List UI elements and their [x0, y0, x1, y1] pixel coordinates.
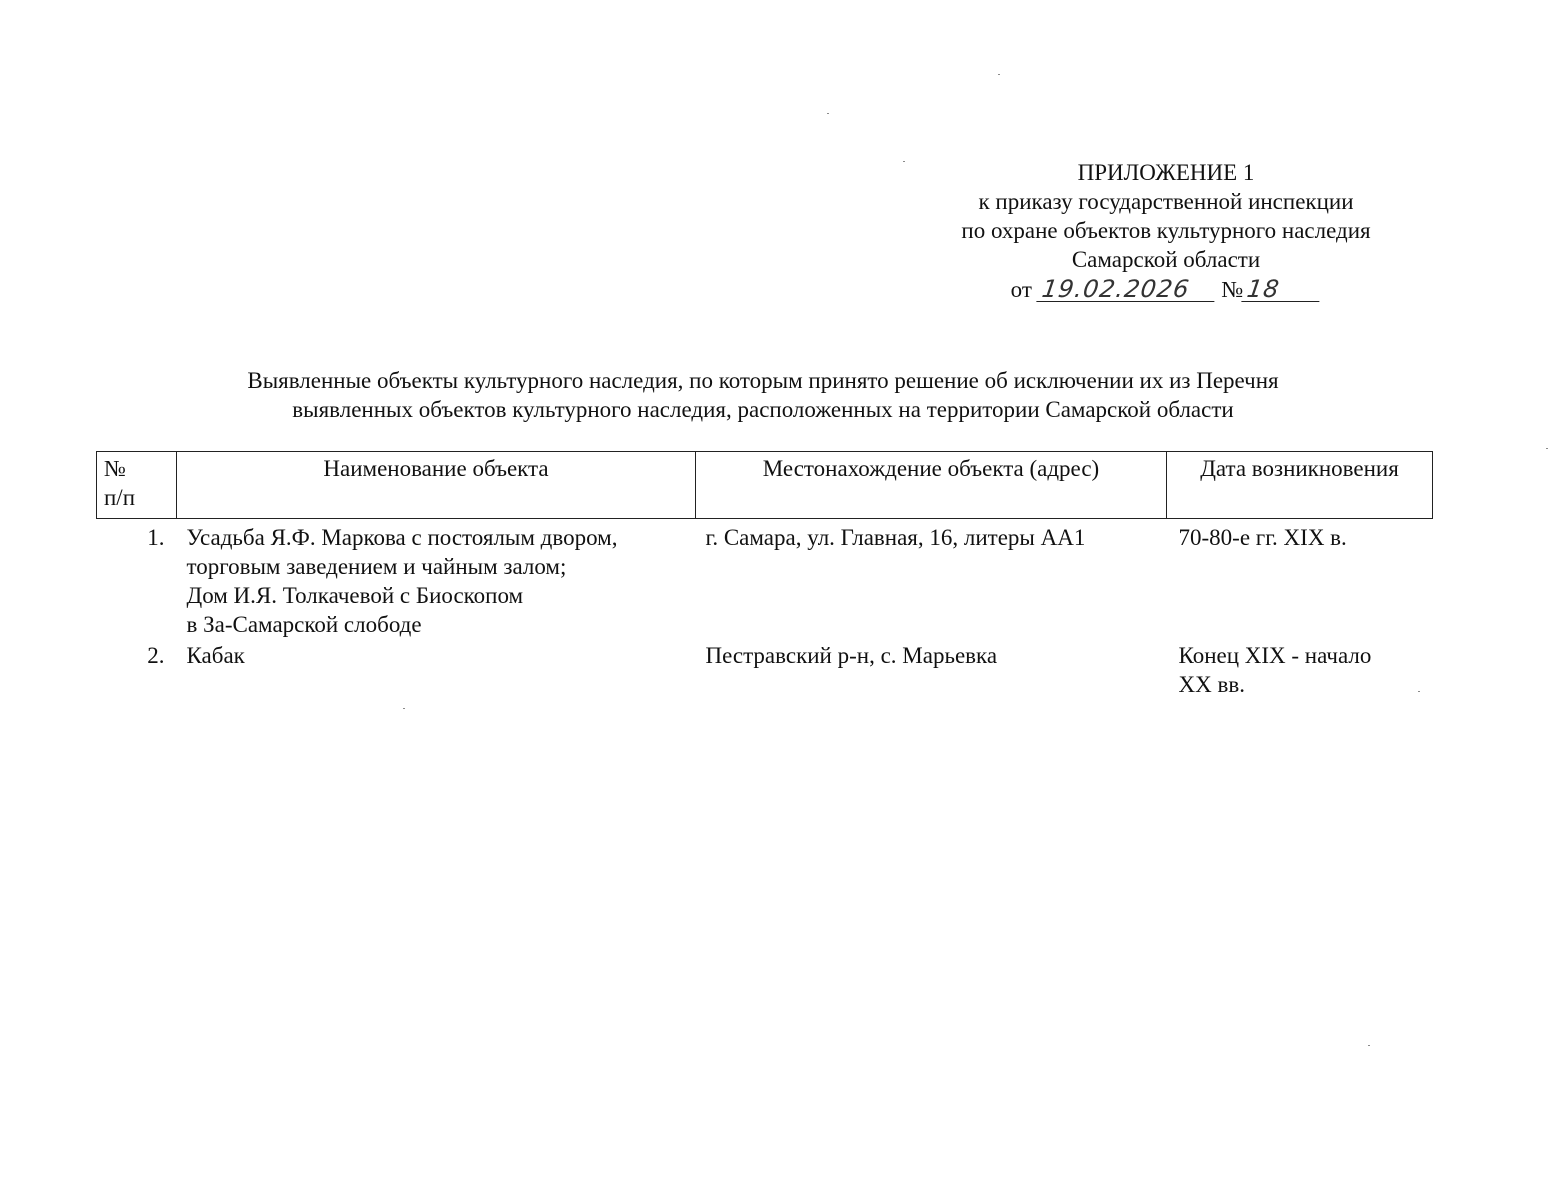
scan-speck — [1418, 691, 1420, 692]
header-date: Дата возникновения — [1167, 452, 1433, 519]
object-date — [1167, 639, 1433, 699]
row-number: 2. — [147, 643, 165, 668]
scan-speck — [998, 74, 1000, 75]
object-address: Пестравский р-н, с. Марьевка — [705, 643, 998, 668]
table-header-row — [97, 452, 1433, 519]
scan-speck — [403, 708, 405, 709]
scan-speck — [827, 113, 829, 114]
table-row — [97, 639, 1433, 699]
row-number: 1. — [147, 525, 165, 550]
scan-speck — [1368, 1045, 1370, 1046]
object-name-line: в За-Самарской слободе — [186, 612, 422, 637]
header-name: Наименование объекта — [177, 452, 696, 519]
order-date-number-line — [900, 275, 1432, 304]
object-name-line: торговым заведением и чайным залом; — [186, 554, 567, 579]
appendix-line-2: по охране объектов культурного наследия — [961, 218, 1371, 243]
handwritten-date: 19.02.2026 — [1036, 278, 1217, 302]
object-date — [1167, 519, 1433, 640]
document-title-line-2: выявленных объектов культурного наследия, расположенных на территории Самарской области — [292, 397, 1234, 422]
scan-speck — [903, 161, 905, 162]
scan-speck — [1546, 448, 1548, 449]
object-date-line: XX вв. — [1178, 672, 1245, 697]
object-name-line: Усадьба Я.Ф. Маркова с постоялым двором, — [186, 525, 618, 550]
header-number-line-2: п/п — [104, 485, 136, 510]
date-prefix: от — [1010, 277, 1032, 302]
appendix-line-1: к приказу государственной инспекции — [978, 189, 1354, 214]
handwritten-number: 18 — [1242, 278, 1323, 302]
header-number-line-1: № — [104, 456, 126, 481]
object-date-line: Конец XIX - начало — [1178, 643, 1372, 668]
header-address: Местонахождение объекта (адрес) — [696, 452, 1167, 519]
object-name-line: Дом И.Я. Толкачевой с Биоскопом — [186, 583, 524, 608]
object-date-line: 70-80-е гг. XIX в. — [1178, 525, 1347, 550]
appendix-line-3: Самарской области — [1071, 247, 1261, 272]
appendix-header — [900, 158, 1432, 304]
objects-table — [96, 451, 1433, 699]
table-row — [97, 519, 1433, 640]
object-name — [177, 639, 696, 699]
header-number — [97, 452, 177, 519]
object-name-line: Кабак — [186, 643, 245, 668]
object-address: г. Самара, ул. Главная, 16, литеры АА1 — [705, 525, 1086, 550]
object-name — [177, 519, 696, 640]
appendix-title: ПРИЛОЖЕНИЕ 1 — [1077, 160, 1255, 185]
number-prefix: № — [1221, 277, 1244, 302]
document-title-line-1: Выявленные объекты культурного наследия, по которым принято решение об исключении их из Перечня — [247, 368, 1279, 393]
document-title — [100, 366, 1426, 424]
